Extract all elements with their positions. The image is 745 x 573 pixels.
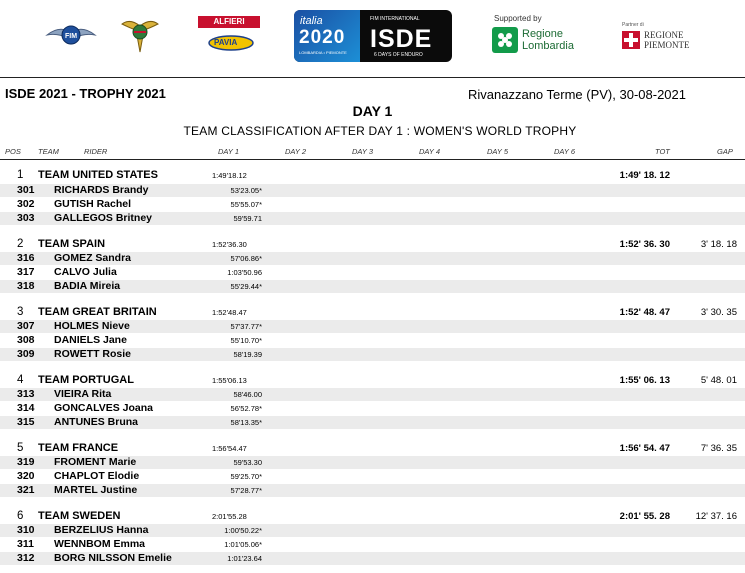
rider-number: 314 <box>17 402 35 414</box>
team-name: TEAM GREAT BRITAIN <box>38 306 157 318</box>
regione-lombardia-logo <box>492 27 582 55</box>
rider-name: GOMEZ Sandra <box>54 252 132 264</box>
italia-label: italia <box>300 15 323 27</box>
rider-number: 315 <box>17 416 35 428</box>
rider-row <box>0 266 745 279</box>
col-day1: DAY 1 <box>218 147 239 156</box>
rider-name: BERZELIUS Hanna <box>54 524 149 536</box>
lombardia-name <box>522 28 574 52</box>
team-name: TEAM UNITED STATES <box>38 169 158 181</box>
team-name: TEAM FRANCE <box>38 442 119 454</box>
alfieri-label: ALFIERI <box>198 16 260 28</box>
rider-name: GALLEGOS Britney <box>54 212 153 224</box>
rider-day1-time: 1:00'50.22* <box>224 526 262 535</box>
team-gap: 3' 18. 18 <box>700 239 737 250</box>
column-header-divider <box>0 159 745 160</box>
team-gap: 12' 37. 16 <box>695 511 737 522</box>
piemonte-partner-label: Partner di <box>622 22 644 28</box>
rider-row <box>0 456 745 469</box>
rider-day1-time: 59'25.70* <box>230 472 262 481</box>
rider-number: 310 <box>17 524 35 536</box>
team-day1-time: 1:52'48.47 <box>212 308 247 317</box>
rider-name: MARTEL Justine <box>54 484 138 496</box>
event-location-date: Rivanazzano Terme (PV), 30-08-2021 <box>468 87 686 102</box>
rider-day1-time: 57'37.77* <box>230 322 262 331</box>
col-team: TEAM <box>38 147 59 156</box>
team-row <box>0 306 745 319</box>
rider-row <box>0 402 745 415</box>
supported-by-label: Supported by <box>494 14 542 23</box>
header-divider <box>0 77 745 78</box>
pavia-badge <box>206 34 256 52</box>
team-total-time: 1:52' 48. 47 <box>619 307 670 318</box>
team-gap: 7' 36. 35 <box>700 443 737 454</box>
team-position: 2 <box>17 238 24 250</box>
team-row <box>0 442 745 455</box>
pavia-label: PAVIA <box>214 38 238 47</box>
year-label: 2020 <box>299 27 346 48</box>
isde-label: ISDE <box>370 25 433 53</box>
event-title: ISDE 2021 - TROPHY 2021 <box>5 86 166 101</box>
team-day1-time: 1:56'54.47 <box>212 444 247 453</box>
rider-day1-time: 55'29.44* <box>230 282 262 291</box>
six-days-label: 6 DAYS OF ENDURO <box>374 52 423 58</box>
team-position: 3 <box>17 306 24 318</box>
piemonte-line-2: PIEMONTE <box>644 40 690 50</box>
rider-number: 319 <box>17 456 35 468</box>
rider-day1-time: 58'19.39 <box>233 350 262 359</box>
col-day6: DAY 6 <box>554 147 575 156</box>
rider-name: CHAPLOT Elodie <box>54 470 140 482</box>
rider-number: 302 <box>17 198 35 210</box>
team-position: 6 <box>17 510 24 522</box>
rider-number: 317 <box>17 266 35 278</box>
rider-day1-time: 58'46.00 <box>233 390 262 399</box>
rider-name: GONCALVES Joana <box>54 402 153 414</box>
team-gap: 3' 30. 35 <box>700 307 737 318</box>
rider-day1-time: 55'55.07* <box>230 200 262 209</box>
rider-row <box>0 198 745 211</box>
rider-day1-time: 57'28.77* <box>230 486 262 495</box>
rider-name: BORG NILSSON Emelie <box>54 552 172 564</box>
alfieri-logo <box>198 16 260 54</box>
team-total-time: 1:52' 36. 30 <box>619 239 670 250</box>
team-row <box>0 238 745 251</box>
team-row <box>0 169 745 182</box>
team-row <box>0 510 745 523</box>
col-day5: DAY 5 <box>487 147 508 156</box>
col-gap: GAP <box>717 147 733 156</box>
rider-number: 301 <box>17 184 35 196</box>
rider-day1-time: 1:03'50.96 <box>227 268 262 277</box>
rider-day1-time: 1:01'23.64 <box>227 554 262 563</box>
fim-logo <box>45 20 97 50</box>
svg-text:FIM: FIM <box>64 33 78 40</box>
rider-name: DANIELS Jane <box>54 334 127 346</box>
rider-name: RICHARDS Brandy <box>54 184 149 196</box>
rider-row <box>0 184 745 197</box>
rider-row <box>0 538 745 551</box>
rider-day1-time: 53'23.05* <box>230 186 262 195</box>
rider-row <box>0 416 745 429</box>
rider-number: 308 <box>17 334 35 346</box>
team-name: TEAM SPAIN <box>38 238 106 250</box>
rider-name: FROMENT Marie <box>54 456 137 468</box>
team-total-time: 1:55' 06. 13 <box>619 375 670 386</box>
rider-row <box>0 280 745 293</box>
classification-subtitle: TEAM CLASSIFICATION AFTER DAY 1 : WOMEN'S WORLD TROPHY <box>183 124 577 138</box>
lombardia-line-2: Lombardia <box>522 40 574 52</box>
team-name: TEAM PORTUGAL <box>38 374 134 386</box>
rider-row <box>0 212 745 225</box>
team-day1-time: 2:01'55.28 <box>212 512 247 521</box>
rider-day1-time: 59'53.30 <box>233 458 262 467</box>
rider-name: VIEIRA Rita <box>54 388 112 400</box>
lombardia-line-1: Regione <box>522 28 563 40</box>
rider-row <box>0 470 745 483</box>
col-day2: DAY 2 <box>285 147 306 156</box>
rider-day1-time: 58'13.35* <box>230 418 262 427</box>
rider-name: ANTUNES Bruna <box>54 416 139 428</box>
team-total-time: 1:56' 54. 47 <box>619 443 670 454</box>
sponsor-logos <box>0 0 745 72</box>
rider-number: 307 <box>17 320 35 332</box>
rider-number: 316 <box>17 252 35 264</box>
rider-number: 313 <box>17 388 35 400</box>
rider-name: HOLMES Nieve <box>54 320 130 332</box>
rider-number: 320 <box>17 470 35 482</box>
team-total-time: 1:49' 18. 12 <box>619 170 670 181</box>
rider-row <box>0 524 745 537</box>
rider-row <box>0 552 745 565</box>
rider-number: 311 <box>17 538 34 550</box>
team-name: TEAM SWEDEN <box>38 510 121 522</box>
rider-day1-time: 56'52.78* <box>230 404 262 413</box>
rider-number: 321 <box>17 484 35 496</box>
team-total-time: 2:01' 55. 28 <box>619 511 670 522</box>
team-row <box>0 374 745 387</box>
rider-name: WENNBOM Emma <box>54 538 146 550</box>
team-position: 1 <box>17 169 24 181</box>
day-title: DAY 1 <box>352 103 393 119</box>
rider-number: 312 <box>17 552 35 564</box>
rider-day1-time: 57'06.86* <box>230 254 262 263</box>
rider-row <box>0 348 745 361</box>
rider-row <box>0 388 745 401</box>
rider-name: BADIA Mireia <box>54 280 121 292</box>
team-position: 4 <box>17 374 24 386</box>
col-tot: TOT <box>655 147 670 156</box>
federation-emblem-logo <box>120 16 160 54</box>
col-pos: POS <box>5 147 21 156</box>
italia-2020-panel <box>294 10 360 62</box>
lombardia-rose-icon <box>492 27 518 53</box>
piemonte-shield-icon <box>622 31 640 49</box>
col-rider: RIDER <box>84 147 108 156</box>
rider-day1-time: 59'59.71 <box>233 214 262 223</box>
regione-piemonte-logo <box>622 22 692 54</box>
fim-international-label: FIM INTERNATIONAL <box>370 16 420 22</box>
rider-number: 303 <box>17 212 35 224</box>
team-gap: 5' 48. 01 <box>700 375 737 386</box>
region-label: LOMBARDIA • PIEMONTE <box>299 50 347 55</box>
team-day1-time: 1:49'18.12 <box>212 171 247 180</box>
col-day4: DAY 4 <box>419 147 440 156</box>
team-day1-time: 1:55'06.13 <box>212 376 247 385</box>
col-day3: DAY 3 <box>352 147 373 156</box>
rider-row <box>0 252 745 265</box>
piemonte-line-1: REGIONE <box>644 30 684 40</box>
rider-name: GUTISH Rachel <box>54 198 132 210</box>
rider-number: 318 <box>17 280 35 292</box>
team-day1-time: 1:52'36.30 <box>212 240 247 249</box>
rider-row <box>0 320 745 333</box>
rider-row <box>0 334 745 347</box>
rider-day1-time: 1:01'05.06* <box>224 540 262 549</box>
rider-name: ROWETT Rosie <box>54 348 132 360</box>
team-position: 5 <box>17 442 24 454</box>
piemonte-name <box>644 30 690 50</box>
rider-row <box>0 484 745 497</box>
rider-day1-time: 55'10.70* <box>230 336 262 345</box>
rider-number: 309 <box>17 348 35 360</box>
isde-2020-logo <box>294 10 452 62</box>
rider-name: CALVO Julia <box>54 266 117 278</box>
